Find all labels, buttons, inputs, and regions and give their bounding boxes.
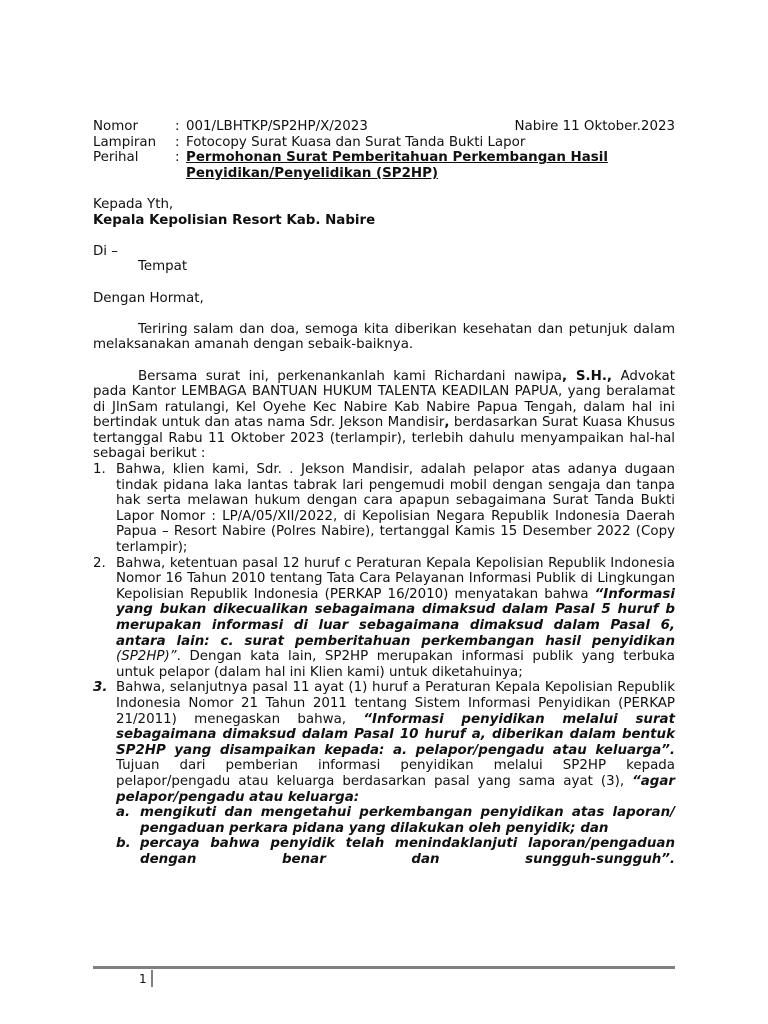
- perihal-label: Perihal: [93, 150, 139, 166]
- sub-list-item: [93, 836, 675, 867]
- list-item: 2. Bahwa, ketentuan pasal 12 huruf c Peraturan Kepala Kepolisian Republik Indonesia Nomor 16 Tahun 2010 tentang Tata Cara Pelayanan Informasi Publik di Lingkungan Kepolisian Republik Indonesia (PERKAP 16/2010) menyatakan bahwa “Informasi yang bukan dikecualikan sebagaimana dimaksud dalam Pasal 5 huruf b merupakan informasi di luar sebagaimana dimaksud dalam Pasal 6, antara lain: c. surat pemberitahuan perkembangan hasil penyidikan (SP2HP)”. Dengan kata lain, SP2HP merupakan informasi publik yang terbuka untuk pelapor (dalam hal ini Klien kami) untuk diketahuinya;: [93, 555, 675, 680]
- perihal-line-1: Permohonan Surat Pemberitahuan Perkembangan Hasil: [186, 150, 608, 166]
- lampiran-row: [93, 135, 675, 151]
- salutation: Dengan Hormat,: [93, 290, 204, 306]
- sub-list-text: mengikuti dan mengetahui perkembangan penyidikan atas laporan/ pengaduan perkara pidana yang dilakukan oleh penyidik; dan: [140, 805, 675, 836]
- list-item-text: Bahwa, klien kami, Sdr. . Jekson Mandisir, adalah pelapor atas adanya dugaan tindak pidana laka lantas tabrak lari pengemudi mobil dengan sengaja dan tanpa hak serta melawan hukum dengan cara apapun sebagaimana Surat Tanda Bukti Lapor Nomor : LP/A/05/XII/2022, di Kepolisian Negara Republik Indonesia Daerah Papua – Resort Nabire (Polres Nabire), tertanggal Kamis 15 Desember 2022 (Copy terlampir);: [116, 462, 675, 556]
- nomor-value: 001/LBHTKP/SP2HP/X/2023: [186, 119, 368, 134]
- sub-list-letter: a.: [116, 805, 131, 821]
- footer-divider: [93, 966, 675, 969]
- page-number-bar: [151, 970, 153, 987]
- lampiran-label: Lampiran: [93, 134, 157, 150]
- recipient-name: Kepala Kepolisian Resort Kab. Nabire: [93, 212, 376, 228]
- list-item: [93, 462, 675, 556]
- sub-list-letter: b.: [116, 836, 131, 852]
- letter-page: [93, 119, 675, 868]
- opening-paragraph: Teriring salam dan doa, semoga kita diberikan kesehatan dan petunjuk dalam melaksanakan amanah dengan sebaik-baiknya.: [93, 321, 675, 353]
- list-item: 3. Bahwa, selanjutnya pasal 11 ayat (1) huruf a Peraturan Kepala Kepolisian Republik Indonesia Nomor 21 Tahun 2011 tentang Sistem Informasi Penyidikan (PERKAP 21/2011) menegaskan bahwa, “Informasi penyidikan melalui surat sebagaimana dimaksud dalam Pasal 10 huruf a, diberikan dalam bentuk SP2HP yang disampaikan kepada: a. pelapor/pengadu atau keluarga”. Tujuan dari pemberian informasi penyidikan melalui SP2HP kepada pelapor/pengadu atau keluarga berdasarkan pasal yang sama ayat (3), “agar pelapor/pengadu atau keluarga:: [93, 680, 675, 805]
- list-number: 3.: [93, 680, 108, 696]
- recipient-greeting: Kepada Yth,: [93, 196, 174, 212]
- perihal-row-2: [93, 166, 675, 182]
- list-number: 2.: [93, 555, 106, 571]
- nomor-row: [93, 119, 675, 135]
- recipient-tempat: Tempat: [138, 259, 188, 275]
- page-number: 1: [139, 972, 147, 986]
- nomor-label: Nomor: [93, 119, 138, 134]
- letter-date: Nabire 11 Oktober.2023: [514, 119, 675, 134]
- perihal-line-2: Penyidikan/Penyelidikan (SP2HP): [186, 165, 439, 181]
- list-number: 1.: [93, 462, 106, 478]
- lampiran-value: Fotocopy Surat Kuasa dan Surat Tanda Bukti Lapor: [186, 134, 526, 150]
- introduction-paragraph: Bersama surat ini, perkenankanlah kami Richardani nawipa, S.H., Advokat pada Kantor LEMBAGA BANTUAN HUKUM TALENTA KEADILAN PAPUA, yang beralamat di JlnSam ratulangi, Kel Oyehe Kec Nabire Kab Nabire Papua Tengah, dalam hal ini bertindak untuk dan atas nama Sdr. Jekson Mandisir, berdasarkan Surat Kuasa Khusus tertanggal Rabu 11 Oktober 2023 (terlampir), terlebih dahulu menyampaikan hal-hal sebagai berikut :: [93, 368, 675, 462]
- lampiran-colon: :: [175, 134, 180, 150]
- perihal-colon: :: [175, 150, 180, 166]
- sub-list-item: [93, 805, 675, 836]
- recipient-di: Di –: [93, 243, 118, 259]
- perihal-row: [93, 150, 675, 166]
- nomor-colon: :: [175, 119, 180, 134]
- sub-list-text: percaya bahwa penyidik telah menindaklanjuti laporan/pengaduan dengan benar dan sungguh-sungguh”.: [140, 836, 675, 867]
